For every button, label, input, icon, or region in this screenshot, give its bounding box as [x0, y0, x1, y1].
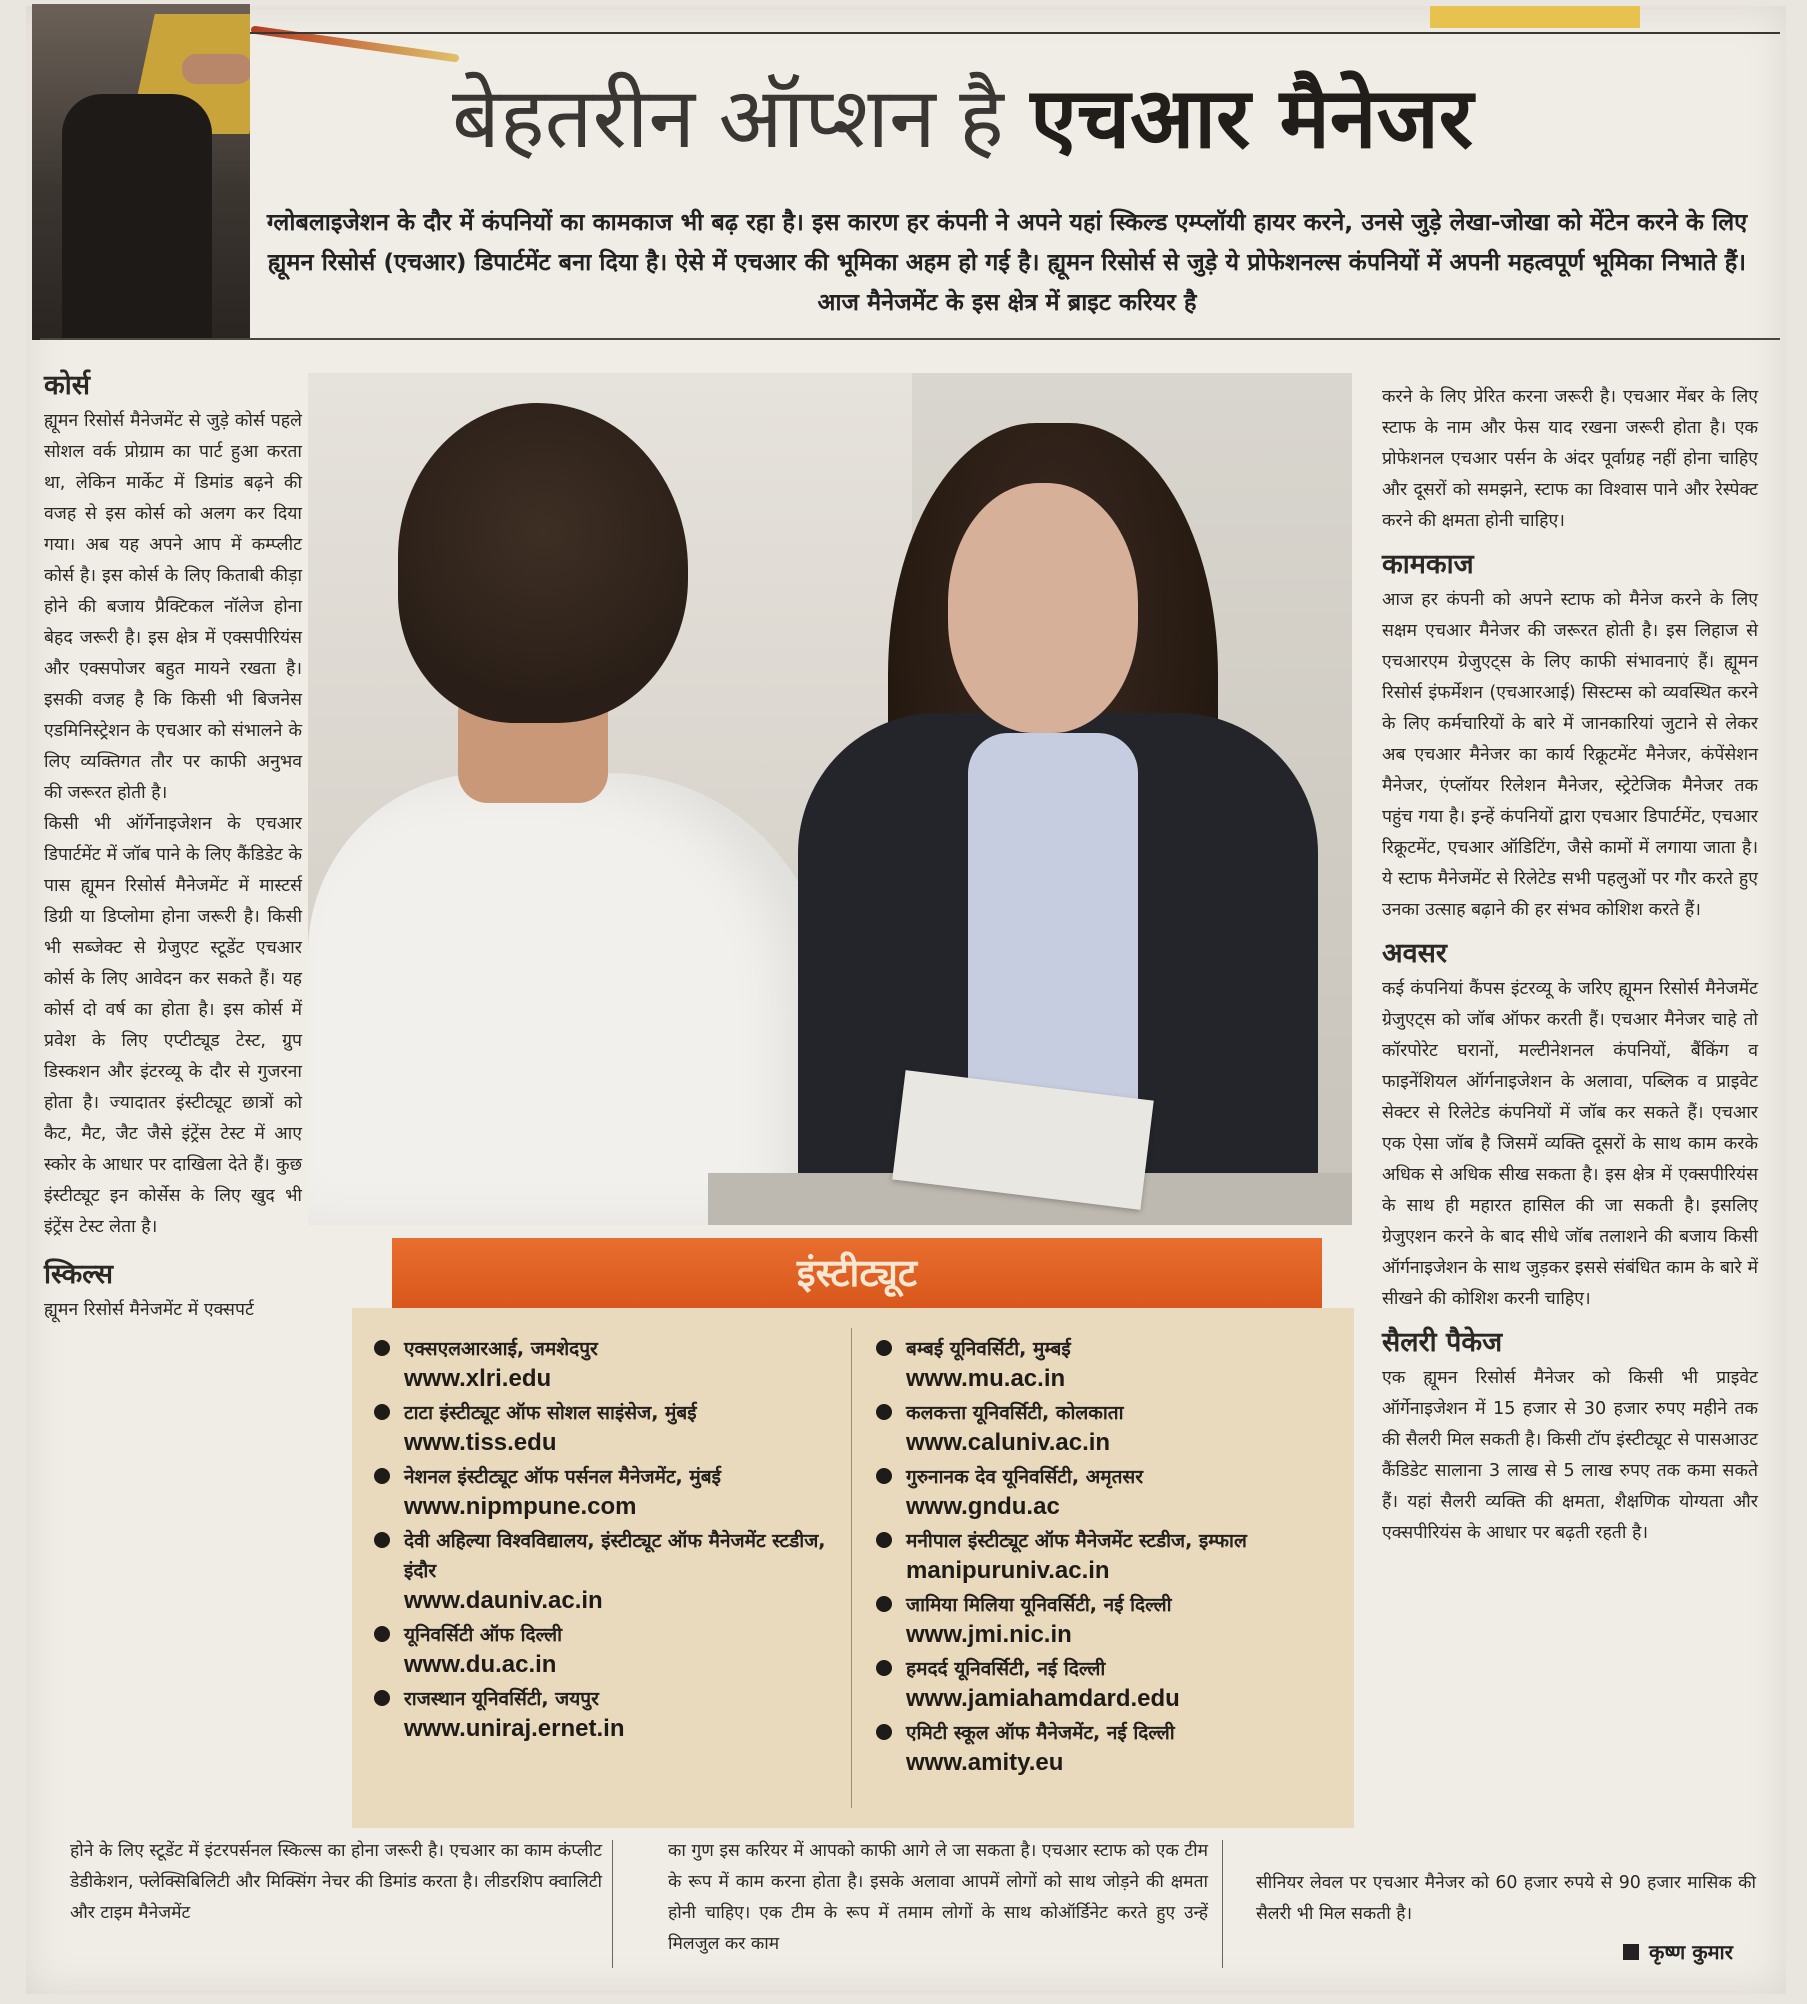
man-head — [398, 403, 688, 723]
institute-name: एमिटी स्कूल ऑफ मैनेजमेंट, नई दिल्ली — [906, 1722, 1175, 1744]
institute-url[interactable]: www.dauniv.ac.in — [404, 1587, 603, 1614]
institute-item — [870, 1334, 1340, 1394]
course-heading: कोर्स — [44, 370, 90, 401]
institute-url[interactable]: manipuruniv.ac.in — [906, 1557, 1110, 1584]
institute-item — [368, 1398, 838, 1458]
salary-paragraph: एक ह्यूमन रिसोर्स मैनेजर को किसी भी प्राइवेट ऑर्गेनाइजेशन में 15 हजार से 30 हजार रुपए महीने तक की सैलरी मिल सकती है। किसी टॉप इंस्टीट्यूट से पासआउट कैंडिडेट सालाना 3 लाख से 5 लाख रुपए तक कमा सकते हैं। यहां सैलरी व्यक्ति की क्षमता, शैक्षणिक योग्यता और एक्सपीरियंस के आधार पर बढ़ती रहती है। — [1382, 1368, 1758, 1543]
skills-paragraph-1: ह्यूमन रिसोर्स मैनेजमेंट में एक्सपर्ट — [44, 1300, 254, 1320]
institute-url[interactable]: www.uniraj.ernet.in — [404, 1715, 625, 1742]
bullet-icon — [876, 1404, 892, 1420]
work-paragraph: आज हर कंपनी को अपने स्टाफ को मैनेज करने के लिए सक्षम एचआर मैनेजर की जरूरत होती है। इस लिहाज से एचआरएम ग्रेजुएट्स के लिए काफी संभावनाएं हैं। ह्यूमन रिसोर्स इंफर्मेशन (एचआरआई) सिस्टम्स को व्यवस्थित करने के लिए कर्मचारियों के बारे में जानकारियां जुटाने से लेकर अब एचआर मैनेजर का कार्य रिक्रूटमेंट मैनेजर, कंपेंसेशन मैनेजर, एंप्लॉयर रिलेशन मैनेजर, स्ट्रेटेजिक मैनेजर तक पहुंच गया है। इन्हें कंपनियों द्वारा एचआर डिपार्टमेंट, एचआर रिक्रूटमेंट, एचआर ऑडिटिंग, जैसे कामों में लगाया जाता है। ये स्टाफ मैनेजमेंट से रिलेटेड सभी पहलुओं पर गौर करते हुए उनका उत्साह बढ़ाने की हर संभव कोशिश करते हैं। — [1382, 590, 1758, 920]
bullet-icon — [876, 1660, 892, 1676]
institute-item — [368, 1620, 838, 1680]
right-column — [1382, 382, 1758, 1549]
institute-url[interactable]: www.tiss.edu — [404, 1429, 557, 1456]
institutes-divider — [851, 1328, 852, 1808]
institute-item — [870, 1526, 1340, 1586]
bullet-icon — [374, 1340, 390, 1356]
salary-heading: सैलरी पैकेज — [1382, 1327, 1503, 1358]
hand-shape — [182, 54, 250, 84]
bullet-icon — [374, 1468, 390, 1484]
institute-name: एक्सएलआरआई, जमशेदपुर — [404, 1338, 598, 1360]
institute-item — [870, 1718, 1340, 1778]
institute-url[interactable]: www.caluniv.ac.in — [906, 1429, 1111, 1456]
institutes-box — [352, 1308, 1354, 1828]
institute-name: बम्बई यूनिवर्सिटी, मुम्बई — [906, 1338, 1071, 1360]
institute-item — [870, 1654, 1340, 1714]
top-rule — [250, 32, 1780, 34]
bullet-icon — [876, 1340, 892, 1356]
institute-item — [368, 1526, 838, 1616]
bullet-icon — [876, 1468, 892, 1484]
institute-item — [368, 1684, 838, 1744]
top-accent-bar — [1430, 6, 1640, 28]
institute-item — [870, 1398, 1340, 1458]
left-column — [44, 366, 302, 1326]
institute-name: नेशनल इंस्टीट्यूट ऑफ पर्सनल मैनेजमेंट, मुंबई — [404, 1466, 721, 1488]
institute-url[interactable]: www.du.ac.in — [404, 1651, 557, 1678]
intro-rule — [40, 338, 1780, 340]
institute-name: देवी अहिल्या विश्वविद्यालय, इंस्टीट्यूट ऑफ मैनेजमेंट स्टडीज, इंदौर — [404, 1530, 826, 1582]
interview-photo — [308, 373, 1352, 1225]
institute-url[interactable]: www.mu.ac.in — [906, 1365, 1066, 1392]
intro-paragraph: ग्लोबलाइजेशन के दौर में कंपनियों का कामकाज भी बढ़ रहा है। इस कारण हर कंपनी ने अपने यहां स्किल्ड एम्प्लॉयी हायर करने, उनसे जुड़े लेखा-जोखा को मेंटेन करने के लिए ह्यूमन रिसोर्स (एचआर) डिपार्टमेंट बना दिया है। ऐसे में एचआर की भूमिका अहम हो गई है। ह्यूमन रिसोर्स से जुड़े ये प्रोफेशनल्स कंपनियों में अपनी महत्वपूर्ण भूमिका निभाते हैं। आज मैनेजमेंट के इस क्षेत्र में ब्राइट करियर है — [266, 208, 1748, 316]
institute-url[interactable]: www.xlri.edu — [404, 1365, 552, 1392]
woman-face — [948, 483, 1138, 733]
institute-item — [870, 1590, 1340, 1650]
institute-name: गुरुनानक देव यूनिवर्सिटी, अमृतसर — [906, 1466, 1144, 1488]
bullet-icon — [374, 1626, 390, 1642]
institute-name: मनीपाल इंस्टीट्यूट ऑफ मैनेजमेंट स्टडीज, इम्फाल — [906, 1530, 1247, 1552]
institute-name: हमदर्द यूनिवर्सिटी, नई दिल्ली — [906, 1658, 1106, 1680]
opportunity-heading: अवसर — [1382, 938, 1447, 969]
institute-name: यूनिवर्सिटी ऑफ दिल्ली — [404, 1624, 563, 1646]
institute-item — [368, 1462, 838, 1522]
institute-name: टाटा इंस्टीट्यूट ऑफ सोशल साइंसेज, मुंबई — [404, 1402, 697, 1424]
course-paragraph-1: ह्यूमन रिसोर्स मैनेजमेंट से जुड़े कोर्स पहले सोशल वर्क प्रोग्राम का पार्ट हुआ करता था, लेकिन मार्केट में डिमांड बढ़ने की वजह से इस कोर्स को अलग कर दिया गया। अब यह अपने आप में कम्प्लीट कोर्स है। इस कोर्स के लिए किताबी कीड़ा होने की बजाय प्रैक्टिकल नॉलेज होना बेहद जरूरी है। इस क्षेत्र में एक्सपीरियंस और एक्सपोजर बहुत मायने रखता है। इसकी वजह है कि किसी भी बिजनेस एडमिनिस्ट्रेशन के एचआर को संभालने के लिए व्यक्तिगत तौर पर काफी अनुभव की जरूरत होती है। — [44, 411, 302, 803]
bullet-icon — [876, 1596, 892, 1612]
course-paragraph-2: किसी भी ऑर्गेनाइजेशन के एचआर डिपार्टमेंट में जॉब पाने के लिए कैंडिडेट के पास ह्यूमन रिसोर्स मैनेजमेंट में मास्टर्स डिग्री या डिप्लोमा होना जरूरी है। किसी भी सब्जेक्ट से ग्रेजुएट स्टूडेंट एचआर कोर्स के लिए आवेदन कर सकते हैं। यह कोर्स दो वर्ष का होता है। इस कोर्स में प्रवेश के लिए एप्टीट्यूड टेस्ट, ग्रुप डिस्कशन और इंटरव्यू के दौर से गुजरना होता है। ज्यादातर इंस्टीट्यूट छात्रों को कैट, मैट, जैट जैसे इंट्रेंस टेस्ट में आए स्कोर के आधार पर दाखिला देते हैं। कुछ इंस्टीट्यूट इन कोर्सेस के लिए खुद भी इंट्रेंस टेस्ट लेता है। — [44, 814, 302, 1237]
bottom-column-3: सीनियर लेवल पर एचआर मैनेजर को 60 हजार रुपये से 90 हजार मासिक की सैलरी भी मिल सकती है। — [1256, 1873, 1756, 1924]
institute-name: कलकत्ता यूनिवर्सिटी, कोलकाता — [906, 1402, 1124, 1424]
bullet-icon — [374, 1404, 390, 1420]
institute-url[interactable]: www.jamiahamdard.edu — [906, 1685, 1180, 1712]
skills-heading: स्किल्स — [44, 1259, 113, 1290]
bottom-column-2: का गुण इस करियर में आपको काफी आगे ले जा सकता है। एचआर स्टाफ को एक टीम के रूप में काम करना होता है। इसके अलावा आपमें लोगों को साथ जोड़ने की क्षमता होनी चाहिए। एक टीम के रूप में तमाम लोगों के साथ कोऑर्डिनेट करते हुए उन्हें मिलजुल कर काम — [668, 1841, 1208, 1954]
headline — [452, 48, 1782, 188]
institutes-right-list — [870, 1334, 1340, 1782]
person-silhouette — [62, 94, 212, 340]
header-illustration — [32, 4, 250, 340]
byline — [1623, 1938, 1733, 1965]
headline-light: बेहतरीन ऑप्शन है — [452, 71, 1004, 165]
byline-name: कृष्ण कुमार — [1649, 1940, 1733, 1964]
square-bullet-icon — [1623, 1944, 1639, 1960]
opportunity-paragraph: कई कंपनियां कैंपस इंटरव्यू के जरिए ह्यूमन रिसोर्स मैनेजमेंट ग्रेजुएट्स को जॉब ऑफर करती हैं। एचआर मैनेजर चाहे तो कॉरपोरेट घरानों, मल्टीनेशनल कंपनियों, बैंकिंग व फाइनेंशियल ऑर्गनाइजेशन के अलावा, पब्लिक व प्राइवेट सेक्टर से रिलेटेड कंपनियों में जॉब कर सकते हैं। एचआर एक ऐसा जॉब है जिसमें व्यक्ति दूसरों के साथ काम करके अधिक से अधिक सीख सकता है। इस क्षेत्र में एक्सपीरियंस के साथ ही महारत हासिल की जा सकती है। इसलिए ग्रेजुएशन करने के बाद सीधे जॉब तलाशने की बजाय किसी ऑर्गनाइजेशन के साथ जुड़कर इससे संबंधित काम के बारे में सीखने की कोशिश करनी चाहिए। — [1382, 979, 1758, 1309]
institutes-left-list — [368, 1334, 838, 1748]
right-top-paragraph: करने के लिए प्रेरित करना जरूरी है। एचआर मेंबर के लिए स्टाफ के नाम और फेस याद रखना जरूरी होता है। एक प्रोफेशनल एचआर पर्सन के अंदर पूर्वाग्रह नहीं होना चाहिए और दूसरों को समझने, स्टाफ का विश्वास पाने और रेस्पेक्ट करने की क्षमता होनी चाहिए। — [1382, 387, 1758, 531]
institute-item — [870, 1462, 1340, 1522]
institute-name: जामिया मिलिया यूनिवर्सिटी, नई दिल्ली — [906, 1594, 1172, 1616]
institute-url[interactable]: www.nipmpune.com — [404, 1493, 637, 1520]
work-heading: कामकाज — [1382, 549, 1474, 580]
headline-bold: एचआर मैनेजर — [1030, 69, 1474, 167]
institutes-heading: इंस्टीट्यूट — [392, 1238, 1322, 1308]
institute-name: राजस्थान यूनिवर्सिटी, जयपुर — [404, 1688, 599, 1710]
institute-url[interactable]: www.gndu.ac — [906, 1493, 1060, 1520]
bullet-icon — [876, 1532, 892, 1548]
bullet-icon — [374, 1690, 390, 1706]
institute-item — [368, 1334, 838, 1394]
man-shirt — [308, 773, 828, 1225]
bullet-icon — [876, 1724, 892, 1740]
bottom-column-1: होने के लिए स्टूडेंट में इंटरपर्सनल स्किल्स का होना जरूरी है। एचआर का काम कंप्लीट डेडीकेशन, फ्लेक्सिबिलिटी और मिक्सिंग नेचर की डिमांड करता है। लीडरशिप क्वालिटी और टाइम मैनेजमेंट — [70, 1841, 602, 1923]
institute-url[interactable]: www.amity.eu — [906, 1749, 1064, 1776]
bullet-icon — [374, 1532, 390, 1548]
institute-url[interactable]: www.jmi.nic.in — [906, 1621, 1072, 1648]
